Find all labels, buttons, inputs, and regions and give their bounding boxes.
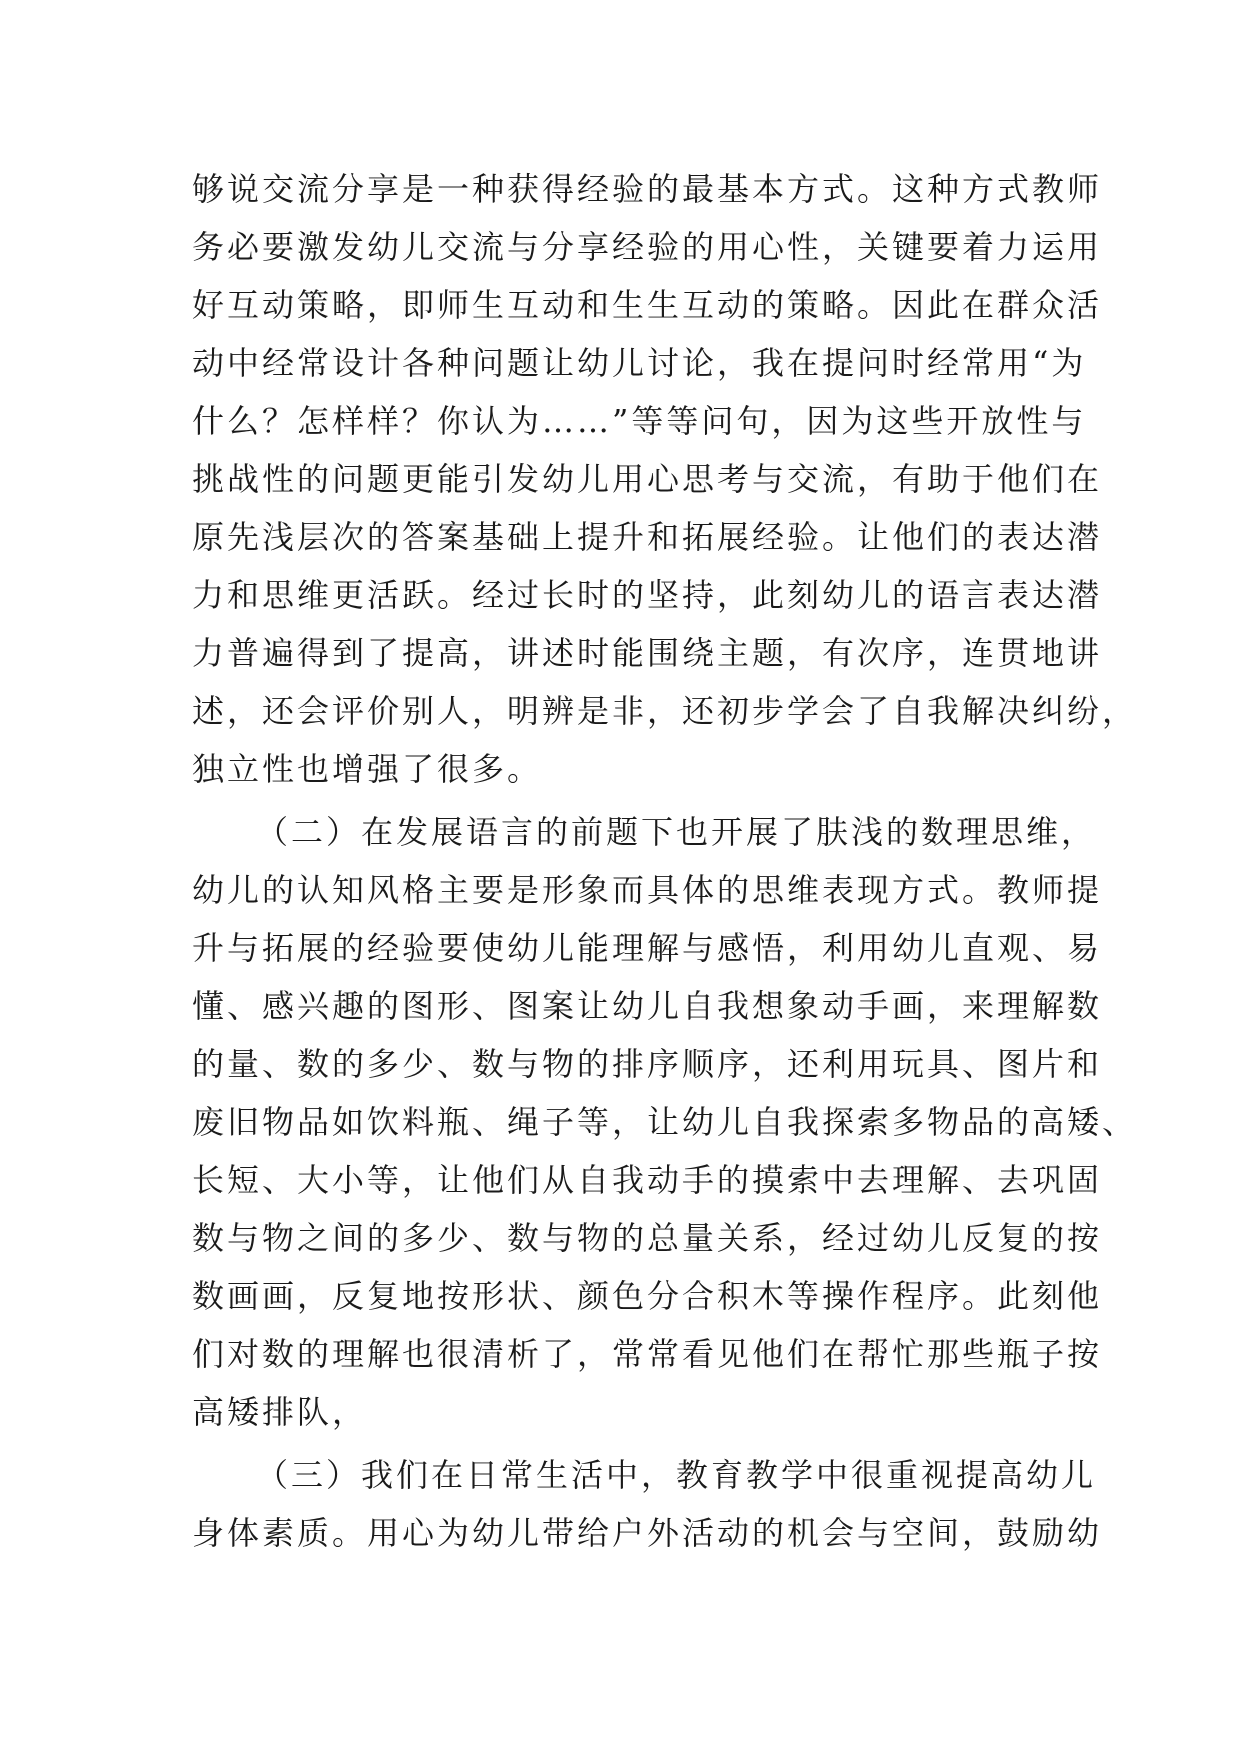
text-line: （三）我们在日常生活中，教育教学中很重视提高幼儿 xyxy=(256,1456,1097,1494)
text-line: 幼儿的认知风格主要是形象而具体的思维表现方式。教师提 xyxy=(192,871,1103,909)
text-line: （二）在发展语言的前题下也开展了肤浅的数理思维， xyxy=(256,813,1097,851)
document-body xyxy=(192,160,1138,1562)
text-line: 懂、感兴趣的图形、图案让幼儿自我想象动手画，来理解数 xyxy=(192,987,1103,1025)
paragraph xyxy=(192,1446,1103,1562)
paragraph xyxy=(192,803,1138,1441)
paragraph xyxy=(192,160,1138,798)
text-line: 高矮排队， xyxy=(192,1393,368,1431)
text-line: 力和思维更活跃。经过长时的坚持，此刻幼儿的语言表达潜 xyxy=(192,576,1103,614)
text-line: 们对数的理解也很清析了，常常看见他们在帮忙那些瓶子按 xyxy=(192,1335,1103,1373)
text-line: 的量、数的多少、数与物的排序顺序，还利用玩具、图片和 xyxy=(192,1045,1103,1083)
text-line: 独立性也增强了很多。 xyxy=(192,750,543,788)
text-line: 数与物之间的多少、数与物的总量关系，经过幼儿反复的按 xyxy=(192,1219,1103,1257)
text-line: 废旧物品如饮料瓶、绳子等，让幼儿自我探索多物品的高矮、 xyxy=(192,1103,1138,1141)
text-line: 长短、大小等，让他们从自我动手的摸索中去理解、去巩固 xyxy=(192,1161,1103,1199)
text-line: 够说交流分享是一种获得经验的最基本方式。这种方式教师 xyxy=(192,170,1103,208)
text-line: 述，还会评价别人，明辨是非，还初步学会了自我解决纠纷， xyxy=(192,692,1138,730)
text-line: 升与拓展的经验要使幼儿能理解与感悟，利用幼儿直观、易 xyxy=(192,929,1103,967)
text-line: 力普遍得到了提高，讲述时能围绕主题，有次序，连贯地讲 xyxy=(192,634,1103,672)
text-line: 什么？怎样样？你认为……”等等问句，因为这些开放性与 xyxy=(192,402,1087,440)
text-line: 身体素质。用心为幼儿带给户外活动的机会与空间，鼓励幼 xyxy=(192,1514,1103,1552)
text-line: 挑战性的问题更能引发幼儿用心思考与交流，有助于他们在 xyxy=(192,460,1103,498)
text-line: 数画画，反复地按形状、颜色分合积木等操作程序。此刻他 xyxy=(192,1277,1103,1315)
text-line: 动中经常设计各种问题让幼儿讨论，我在提问时经常用“为 xyxy=(192,344,1087,382)
text-line: 原先浅层次的答案基础上提升和拓展经验。让他们的表达潜 xyxy=(192,518,1103,556)
text-line: 务必要激发幼儿交流与分享经验的用心性，关键要着力运用 xyxy=(192,228,1103,266)
text-line: 好互动策略，即师生互动和生生互动的策略。因此在群众活 xyxy=(192,286,1103,324)
